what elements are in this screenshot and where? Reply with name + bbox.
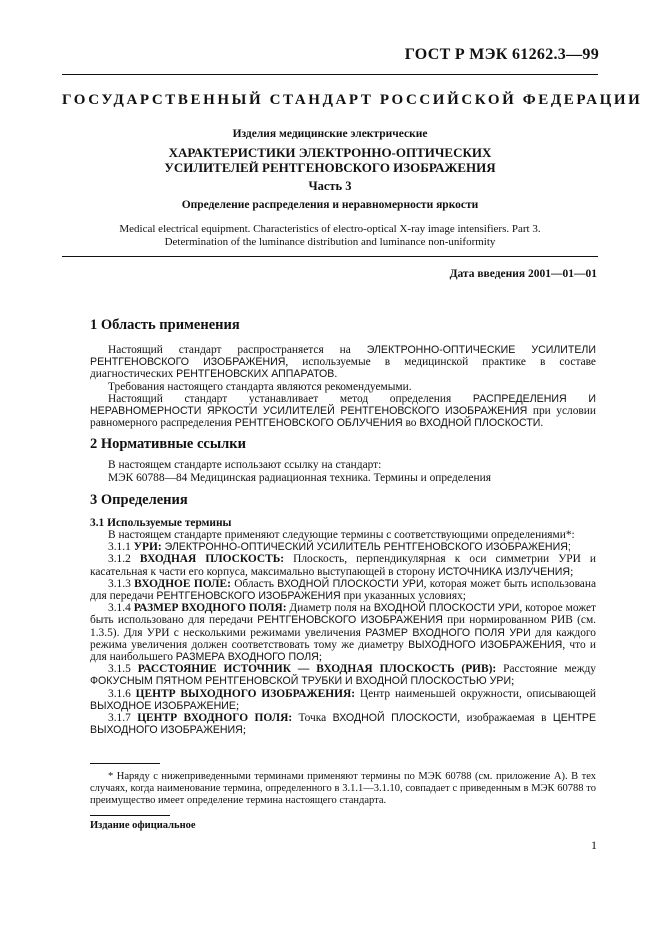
main-title-line2: УСИЛИТЕЛЕЙ РЕНТГЕНОВСКОГО ИЗОБРАЖЕНИЯ — [164, 160, 496, 175]
section-2-reference: МЭК 60788—84 Медицинская радиационная техника. Термины и определения — [108, 471, 491, 484]
section-1-paragraph-2: Требования настоящего стандарта являются рекомендуемыми. — [108, 380, 412, 393]
term-3-1-6: 3.1.6 ЦЕНТР ВЫХОДНОГО ИЗОБРАЖЕНИЯ: Центр наименьшей окружности, описывающей ВЫХОДНОЕ ИЗОБРАЖЕНИЕ; — [90, 687, 596, 712]
product-group: Изделия медицинские электрические — [232, 128, 428, 140]
official-edition-rule — [90, 815, 170, 816]
official-edition-label: Издание официальное — [90, 820, 196, 831]
section-3-heading: 3 Определения — [90, 491, 188, 508]
document-body — [90, 316, 596, 736]
state-standard-heading: ГОСУДАРСТВЕННЫЙ СТАНДАРТ РОССИЙСКОЙ ФЕДЕРАЦИИ — [62, 92, 643, 108]
subtitle: Определение распределения и неравномерности яркости — [181, 199, 479, 211]
section-1-paragraph-1: Настоящий стандарт распространяется на ЭЛЕКТРОННО-ОПТИЧЕСКИЕ УСИЛИТЕЛИ РЕНТГЕНОВСКОГО ИЗОБРАЖЕНИЯ, используемые в медицинской практике в составе диагностических РЕНТГЕНОВСКИХ АППАРАТОВ. — [90, 344, 596, 381]
subsection-3-1-heading: 3.1 Используемые термины — [90, 516, 232, 529]
term-3-1-4: 3.1.4 РАЗМЕР ВХОДНОГО ПОЛЯ: Диаметр поля на ВХОДНОЙ ПЛОСКОСТИ УРИ, которое может быть использовано для передачи РЕНТГЕНОВСКОГО ИЗОБРАЖЕНИЯ при нормированном РИВ (см. 1.3.5). Для УРИ с несколькими режимами увеличения РАЗМЕР ВХОДНОГО ПОЛЯ УРИ для каждого режима увеличения должен соответствовать тому же диаметру ВЫХОДНОГО ИЗОБРАЖЕНИЯ, что и для наибольшего РАЗМЕРА ВХОДНОГО ПОЛЯ; — [90, 602, 597, 664]
section-1-paragraph-3: Настоящий стандарт устанавливает метод определения РАСПРЕДЕЛЕНИЯ И НЕРАВНОМЕРНОСТИ ЯРКОСТИ УСИЛИТЕЛЕЙ РЕНТГЕНОВСКОГО ИЗОБРАЖЕНИЯ при условии равномерного распределения РЕНТГЕНОВСКОГО ОБЛУЧЕНИЯ во ВХОДНОЙ ПЛОСКОСТИ. — [90, 392, 596, 430]
page-number: 1 — [591, 838, 597, 852]
section-2-paragraph-1: В настоящем стандарте использают ссылку на стандарт: — [108, 459, 382, 472]
document-number: ГОСТ Р МЭК 61262.3—99 — [404, 46, 599, 63]
introduction-date: Дата введения 2001—01—01 — [449, 268, 597, 280]
footnote-rule — [90, 763, 160, 764]
term-3-1-3: 3.1.3 ВХОДНОЕ ПОЛЕ: Область ВХОДНОЙ ПЛОСКОСТИ УРИ, которая может быть использована для передачи РЕНТГЕНОВСКОГО ИЗОБРАЖЕНИЯ при указанных условиях; — [90, 577, 596, 603]
term-3-1-2: 3.1.2 ВХОДНАЯ ПЛОСКОСТЬ: Плоскость, перпендикулярная к оси симметрии УРИ и касательная к части его корпуса, максимально выступающей в сторону ИСТОЧНИКА ИЗЛУЧЕНИЯ; — [90, 553, 597, 578]
section-1-heading: 1 Область применения — [90, 317, 240, 333]
footnote: * Наряду с нижеприведенными терминами применяют термины по МЭК 60788 (см. приложение А). В тех случаях, когда наименование термина, определенного в 3.1.1—3.1.10, совпадает с приведенным в МЭК 60788 то преимущество имеет определение термина настоящего стандарта. — [90, 771, 596, 806]
header-rule — [62, 74, 598, 75]
section-2-heading: 2 Нормативные ссылки — [90, 436, 246, 453]
section-3-lead: В настоящем стандарте применяют следующие термины с соответствующими определениями*: — [108, 529, 575, 542]
term-3-1-5: 3.1.5 РАССТОЯНИЕ ИСТОЧНИК — ВХОДНАЯ ПЛОСКОСТЬ (РИВ): Расстояние между ФОКУСНЫМ ПЯТНОМ РЕНТГЕНОВСКОЙ ТРУБКИ И ВХОДНОЙ ПЛОСКОСТЬЮ УРИ; — [90, 663, 596, 688]
term-3-1-1: 3.1.1 УРИ: ЭЛЕКТРОННО-ОПТИЧЕСКИЙ УСИЛИТЕЛЬ РЕНТГЕНОВСКОГО ИЗОБРАЖЕНИЯ; — [108, 541, 571, 554]
title-block — [62, 127, 598, 249]
english-title-line1: Medical electrical equipment. Characteristics of electro-optical X-ray image intensifiers. Part 3. — [119, 223, 541, 235]
term-3-1-7: 3.1.7 ЦЕНТР ВХОДНОГО ПОЛЯ: Точка ВХОДНОЙ ПЛОСКОСТИ, изображаемая в ЦЕНТРЕ ВЫХОДНОГО ИЗОБРАЖЕНИЯ; — [90, 712, 597, 737]
title-rule — [62, 256, 598, 257]
main-title-line1: ХАРАКТЕРИСТИКИ ЭЛЕКТРОННО-ОПТИЧЕСКИХ — [168, 145, 492, 160]
part-label: Часть 3 — [308, 179, 352, 193]
english-title-line2: Determination of the luminance distribution and luminance non-uniformity — [164, 236, 496, 248]
